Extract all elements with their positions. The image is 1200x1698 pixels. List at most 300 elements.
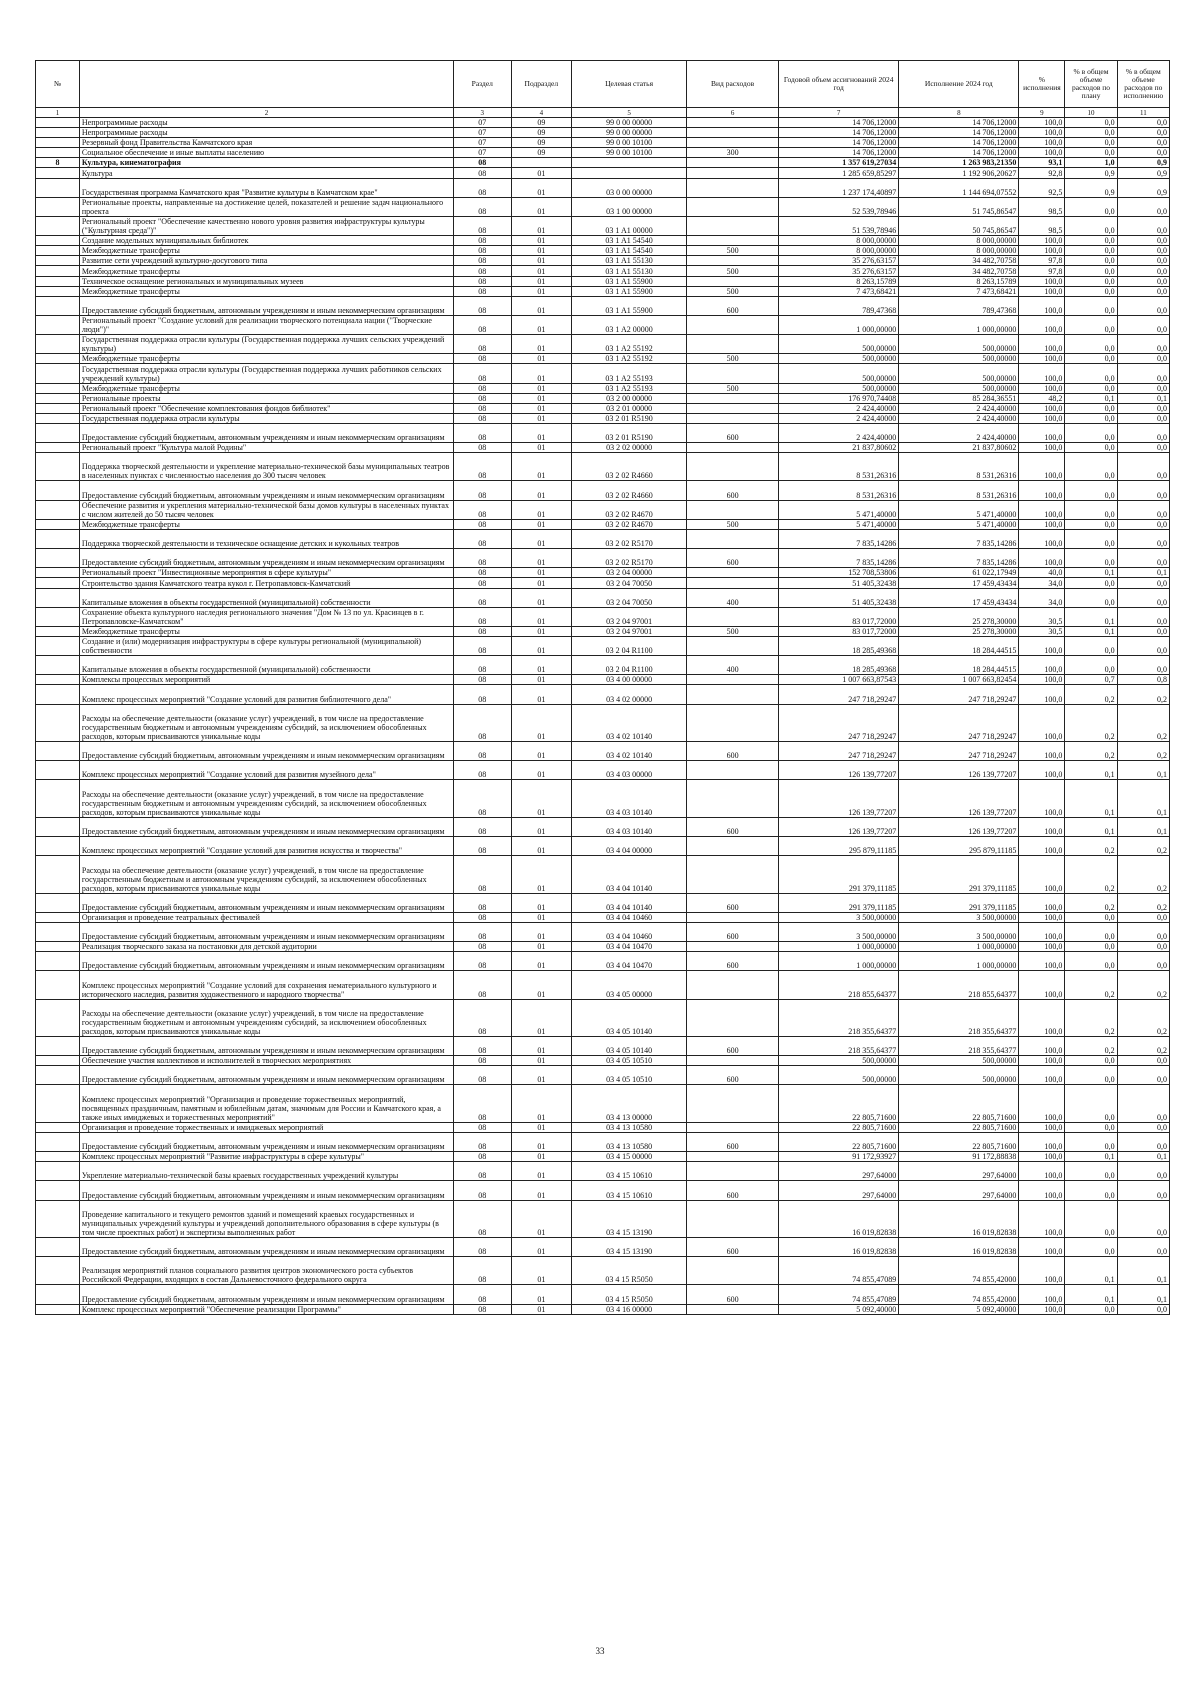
row-plan: 1 007 663,87543 [779, 675, 899, 685]
row-pct: 100,0 [1019, 836, 1065, 855]
row-csr: 03 4 03 10140 [572, 780, 687, 817]
row-podrazdel: 01 [511, 393, 572, 403]
table-row [36, 912, 1170, 922]
row-csr: 03 4 16 00000 [572, 1304, 687, 1314]
row-fact: 2 424,40000 [899, 403, 1019, 413]
row-plan: 74 855,47089 [779, 1285, 899, 1304]
row-podrazdel: 01 [511, 168, 572, 178]
row-share-total: 0,0 [1065, 500, 1117, 519]
row-csr: 03 4 04 10460 [572, 922, 687, 941]
row-csr: 03 2 00 00000 [572, 393, 687, 403]
row-vr [687, 128, 779, 138]
row-name: Предоставление субсидий бюджетным, автономным учреждениям и иным некоммерческим организациям [79, 817, 453, 836]
row-name: Предоставление субсидий бюджетным, автономным учреждениям и иным некоммерческим организациям [79, 1238, 453, 1257]
row-vr: 500 [687, 246, 779, 256]
row-pct: 30,5 [1019, 607, 1065, 626]
row-share-exec: 0,0 [1117, 607, 1169, 626]
row-podrazdel: 09 [511, 118, 572, 128]
row-name: Капитальные вложения в объекты государственной (муниципальной) собственности [79, 588, 453, 607]
row-vr [687, 1304, 779, 1314]
row-fact: 2 424,40000 [899, 423, 1019, 442]
row-pct: 100,0 [1019, 529, 1065, 548]
row-number [36, 636, 80, 655]
row-podrazdel: 01 [511, 246, 572, 256]
row-pct: 100,0 [1019, 856, 1065, 893]
row-fact: 14 706,12000 [899, 128, 1019, 138]
table-row [36, 1152, 1170, 1162]
table-row [36, 393, 1170, 403]
row-fact: 500,00000 [899, 383, 1019, 393]
row-plan: 35 276,63157 [779, 266, 899, 276]
table-row [36, 138, 1170, 148]
row-fact: 126 139,77207 [899, 761, 1019, 780]
row-name: Комплекс процессных мероприятий "Создание условий для развития искусства и творчества" [79, 836, 453, 855]
row-share-total: 0,0 [1065, 952, 1117, 971]
row-podrazdel: 01 [511, 607, 572, 626]
row-csr: 03 2 02 R5170 [572, 549, 687, 568]
row-csr: 03 2 02 R4660 [572, 453, 687, 481]
table-row [36, 704, 1170, 741]
row-vr: 600 [687, 549, 779, 568]
table-row [36, 675, 1170, 685]
row-csr: 03 1 A1 54540 [572, 246, 687, 256]
row-fact: 7 835,14286 [899, 529, 1019, 548]
row-fact: 8 263,15789 [899, 276, 1019, 286]
row-number [36, 315, 80, 334]
row-fact: 3 500,00000 [899, 922, 1019, 941]
row-pct: 100,0 [1019, 148, 1065, 158]
row-plan: 74 855,47089 [779, 1257, 899, 1285]
row-razdel: 08 [454, 158, 511, 168]
row-fact: 8 000,00000 [899, 246, 1019, 256]
row-share-exec: 0,0 [1117, 364, 1169, 383]
row-name: Расходы на обеспечение деятельности (оказание услуг) учреждений, в том числе на предоставление государственным бюджетным и автономным учреждениям субсидий, за исключением обособленных расходов, которым присваиваются уникальные коды [79, 704, 453, 741]
row-podrazdel: 01 [511, 1152, 572, 1162]
row-number [36, 1066, 80, 1085]
row-share-exec: 0,0 [1117, 236, 1169, 246]
row-share-exec: 0,2 [1117, 742, 1169, 761]
row-razdel: 08 [454, 1304, 511, 1314]
row-pct: 93,1 [1019, 158, 1065, 168]
row-pct: 100,0 [1019, 893, 1065, 912]
row-number [36, 276, 80, 286]
row-csr: 03 4 03 10140 [572, 817, 687, 836]
row-razdel: 07 [454, 118, 511, 128]
row-number [36, 197, 80, 216]
row-podrazdel: 01 [511, 675, 572, 685]
row-name: Предоставление субсидий бюджетным, автономным учреждениям и иным некоммерческим организациям [79, 922, 453, 941]
row-podrazdel: 01 [511, 1037, 572, 1056]
row-vr [687, 704, 779, 741]
row-share-exec: 0,2 [1117, 685, 1169, 704]
row-number [36, 1238, 80, 1257]
row-name: Развитие сети учреждений культурно-досугового типа [79, 256, 453, 266]
row-number [36, 1257, 80, 1285]
table-row [36, 636, 1170, 655]
row-podrazdel: 01 [511, 335, 572, 354]
row-vr: 600 [687, 1181, 779, 1200]
row-share-total: 0,1 [1065, 1285, 1117, 1304]
table-row [36, 266, 1170, 276]
row-csr: 03 4 15 00000 [572, 1152, 687, 1162]
row-csr: 03 4 13 00000 [572, 1085, 687, 1122]
table-row [36, 1162, 1170, 1181]
row-razdel: 08 [454, 549, 511, 568]
row-csr: 03 1 A1 55900 [572, 286, 687, 296]
row-vr: 600 [687, 922, 779, 941]
col-number: 7 [779, 108, 899, 118]
table-row [36, 246, 1170, 256]
row-razdel: 07 [454, 148, 511, 158]
row-share-total: 0,1 [1065, 607, 1117, 626]
row-razdel: 08 [454, 286, 511, 296]
row-number [36, 168, 80, 178]
table-row [36, 168, 1170, 178]
row-pct: 100,0 [1019, 246, 1065, 256]
table-row [36, 529, 1170, 548]
row-share-total: 0,0 [1065, 118, 1117, 128]
row-csr: 03 4 04 00000 [572, 836, 687, 855]
row-number [36, 685, 80, 704]
row-share-total: 0,0 [1065, 656, 1117, 675]
row-pct: 100,0 [1019, 354, 1065, 364]
table-row [36, 1132, 1170, 1151]
row-podrazdel: 01 [511, 742, 572, 761]
row-fact: 295 879,11185 [899, 836, 1019, 855]
row-share-exec: 0,0 [1117, 256, 1169, 266]
row-name: Комплекс процессных мероприятий "Обеспечение реализации Программы" [79, 1304, 453, 1314]
row-fact: 34 482,70758 [899, 266, 1019, 276]
row-podrazdel: 01 [511, 942, 572, 952]
row-vr: 600 [687, 1285, 779, 1304]
row-vr [687, 942, 779, 952]
row-share-exec: 0,1 [1117, 1257, 1169, 1285]
row-pct: 100,0 [1019, 519, 1065, 529]
row-plan: 3 500,00000 [779, 912, 899, 922]
header-share-total: % в общем объеме расходов по плану [1065, 61, 1117, 108]
row-number [36, 549, 80, 568]
row-podrazdel: 01 [511, 952, 572, 971]
row-pct: 100,0 [1019, 286, 1065, 296]
row-number [36, 999, 80, 1036]
row-name: Комплекс процессных мероприятий "Организация и проведение торжественных мероприятий, посвященных праздничным, памятным и юбилейным датам, значимым для России и Камчатского края, а также иных имиджевых и торжественных мероприятий" [79, 1085, 453, 1122]
row-vr: 600 [687, 296, 779, 315]
row-share-exec: 0,0 [1117, 519, 1169, 529]
row-share-total: 0,0 [1065, 529, 1117, 548]
row-number [36, 500, 80, 519]
row-pct: 100,0 [1019, 1285, 1065, 1304]
row-vr [687, 168, 779, 178]
row-podrazdel: 01 [511, 912, 572, 922]
row-fact: 5 092,40000 [899, 1304, 1019, 1314]
row-csr: 03 2 02 R5170 [572, 529, 687, 548]
row-csr: 03 2 04 97001 [572, 607, 687, 626]
row-fact: 17 459,43434 [899, 588, 1019, 607]
row-csr: 99 0 00 10100 [572, 148, 687, 158]
row-csr: 03 1 A2 00000 [572, 315, 687, 334]
table-row [36, 780, 1170, 817]
row-share-exec: 0,0 [1117, 266, 1169, 276]
row-pct: 100,0 [1019, 685, 1065, 704]
row-plan: 1 285 659,85297 [779, 168, 899, 178]
table-row [36, 742, 1170, 761]
row-share-exec: 0,2 [1117, 893, 1169, 912]
row-share-total: 0,2 [1065, 971, 1117, 999]
row-razdel: 08 [454, 1181, 511, 1200]
row-number [36, 393, 80, 403]
row-pct: 100,0 [1019, 1238, 1065, 1257]
row-plan: 5 471,40000 [779, 519, 899, 529]
row-razdel: 08 [454, 780, 511, 817]
row-razdel: 08 [454, 588, 511, 607]
row-share-total: 0,0 [1065, 1122, 1117, 1132]
row-share-total: 0,0 [1065, 276, 1117, 286]
row-vr [687, 1152, 779, 1162]
row-name: Комплексы процессных мероприятий [79, 675, 453, 685]
row-share-exec: 0,0 [1117, 912, 1169, 922]
row-plan: 789,47368 [779, 296, 899, 315]
row-share-total: 0,0 [1065, 197, 1117, 216]
col-number: 9 [1019, 108, 1065, 118]
row-plan: 176 970,74408 [779, 393, 899, 403]
row-share-exec: 0,0 [1117, 1200, 1169, 1237]
row-vr [687, 675, 779, 685]
row-pct: 30,5 [1019, 626, 1065, 636]
col-number: 5 [572, 108, 687, 118]
row-csr: 03 2 01 R5190 [572, 413, 687, 423]
row-name: Межбюджетные трансферты [79, 626, 453, 636]
row-share-exec: 0,0 [1117, 588, 1169, 607]
row-number [36, 578, 80, 588]
row-razdel: 08 [454, 607, 511, 626]
row-podrazdel: 01 [511, 403, 572, 413]
row-fact: 21 837,80602 [899, 443, 1019, 453]
row-number [36, 1132, 80, 1151]
row-podrazdel: 01 [511, 1066, 572, 1085]
row-plan: 295 879,11185 [779, 836, 899, 855]
table-row [36, 656, 1170, 675]
row-name: Сохранение объекта культурного наследия регионального значения "Дом № 13 по ул. Красинцев в г. Петропавловске-Камчатском" [79, 607, 453, 626]
header-vr: Вид расходов [687, 61, 779, 108]
row-fact: 1 000,00000 [899, 315, 1019, 334]
row-number [36, 403, 80, 413]
table-row [36, 568, 1170, 578]
row-csr: 03 2 02 R4670 [572, 500, 687, 519]
table-body [36, 118, 1170, 1315]
row-number [36, 942, 80, 952]
row-name: Техническое оснащение региональных и муниципальных музеев [79, 276, 453, 286]
row-razdel: 08 [454, 335, 511, 354]
row-plan: 291 379,11185 [779, 856, 899, 893]
table-row [36, 276, 1170, 286]
row-name: Создание модельных муниципальных библиотек [79, 236, 453, 246]
row-fact: 8 531,26316 [899, 453, 1019, 481]
row-share-exec: 0,0 [1117, 276, 1169, 286]
row-pct: 100,0 [1019, 315, 1065, 334]
row-share-total: 0,1 [1065, 568, 1117, 578]
row-vr: 500 [687, 383, 779, 393]
row-fact: 14 706,12000 [899, 118, 1019, 128]
row-fact: 18 284,44515 [899, 636, 1019, 655]
row-razdel: 08 [454, 626, 511, 636]
row-csr: 03 4 05 10510 [572, 1056, 687, 1066]
col-number: 6 [687, 108, 779, 118]
row-vr: 500 [687, 286, 779, 296]
row-podrazdel: 01 [511, 817, 572, 836]
table-row [36, 626, 1170, 636]
row-number [36, 1037, 80, 1056]
row-pct: 97,8 [1019, 256, 1065, 266]
row-csr: 03 4 02 00000 [572, 685, 687, 704]
row-fact: 500,00000 [899, 364, 1019, 383]
table-row [36, 893, 1170, 912]
row-fact: 1 007 663,82454 [899, 675, 1019, 685]
row-pct: 100,0 [1019, 999, 1065, 1036]
row-plan: 247 718,29247 [779, 742, 899, 761]
row-share-total: 0,2 [1065, 742, 1117, 761]
row-vr: 600 [687, 952, 779, 971]
row-plan: 91 172,93927 [779, 1152, 899, 1162]
row-podrazdel: 01 [511, 626, 572, 636]
row-share-total: 0,1 [1065, 393, 1117, 403]
row-podrazdel: 01 [511, 296, 572, 315]
row-name: Предоставление субсидий бюджетным, автономным учреждениям и иным некоммерческим организациям [79, 423, 453, 442]
row-razdel: 08 [454, 685, 511, 704]
row-name: Межбюджетные трансферты [79, 246, 453, 256]
row-razdel: 08 [454, 893, 511, 912]
row-fact: 5 471,40000 [899, 500, 1019, 519]
row-pct: 100,0 [1019, 1085, 1065, 1122]
row-share-total: 0,0 [1065, 256, 1117, 266]
row-podrazdel: 01 [511, 197, 572, 216]
row-fact: 22 805,71600 [899, 1085, 1019, 1122]
table-row [36, 999, 1170, 1036]
row-share-total: 0,0 [1065, 549, 1117, 568]
row-share-exec: 0,0 [1117, 1304, 1169, 1314]
row-vr [687, 216, 779, 235]
row-csr: 03 1 A1 55900 [572, 296, 687, 315]
row-number [36, 856, 80, 893]
row-plan: 51 539,78946 [779, 216, 899, 235]
row-fact: 789,47368 [899, 296, 1019, 315]
row-csr: 03 4 15 13190 [572, 1238, 687, 1257]
table-row [36, 335, 1170, 354]
row-razdel: 08 [454, 1200, 511, 1237]
row-number [36, 413, 80, 423]
row-number [36, 236, 80, 246]
row-number [36, 971, 80, 999]
row-pct: 100,0 [1019, 413, 1065, 423]
row-share-total: 0,0 [1065, 364, 1117, 383]
table-row [36, 1037, 1170, 1056]
row-number [36, 148, 80, 158]
row-vr [687, 780, 779, 817]
col-number: 4 [511, 108, 572, 118]
row-podrazdel: 01 [511, 453, 572, 481]
row-fact: 218 855,64377 [899, 971, 1019, 999]
row-share-exec: 0,0 [1117, 1085, 1169, 1122]
table-row [36, 836, 1170, 855]
row-share-exec: 0,9 [1117, 178, 1169, 197]
row-name: Региональный проект "Обеспечение качественно нового уровня развития инфраструктуры культуры ("Культурная среда")" [79, 216, 453, 235]
row-fact: 1 144 694,07552 [899, 178, 1019, 197]
row-name: Предоставление субсидий бюджетным, автономным учреждениям и иным некоммерческим организациям [79, 952, 453, 971]
table-row [36, 443, 1170, 453]
row-share-total: 0,0 [1065, 578, 1117, 588]
row-fact: 74 855,42000 [899, 1257, 1019, 1285]
row-razdel: 08 [454, 256, 511, 266]
row-vr [687, 500, 779, 519]
row-csr: 03 2 04 70050 [572, 578, 687, 588]
row-pct: 100,0 [1019, 922, 1065, 941]
row-name: Обеспечение участия коллективов и исполнителей в творческих мероприятиях [79, 1056, 453, 1066]
row-pct: 100,0 [1019, 1162, 1065, 1181]
row-share-exec: 0,0 [1117, 453, 1169, 481]
row-share-exec: 0,0 [1117, 413, 1169, 423]
row-podrazdel: 01 [511, 780, 572, 817]
row-plan: 247 718,29247 [779, 704, 899, 741]
row-name: Предоставление субсидий бюджетным, автономным учреждениям и иным некоммерческим организациям [79, 1132, 453, 1151]
row-number [36, 704, 80, 741]
row-plan: 297,64000 [779, 1181, 899, 1200]
row-razdel: 08 [454, 636, 511, 655]
row-csr: 03 0 00 00000 [572, 178, 687, 197]
row-name: Предоставление субсидий бюджетным, автономным учреждениям и иным некоммерческим организациям [79, 1285, 453, 1304]
row-pct: 100,0 [1019, 296, 1065, 315]
row-share-exec: 0,2 [1117, 971, 1169, 999]
table-row [36, 549, 1170, 568]
row-csr: 03 4 13 10580 [572, 1132, 687, 1151]
row-razdel: 08 [454, 656, 511, 675]
row-name: Резервный фонд Правительства Камчатского края [79, 138, 453, 148]
row-vr [687, 856, 779, 893]
row-podrazdel: 01 [511, 1162, 572, 1181]
row-number [36, 1162, 80, 1181]
row-share-total: 0,0 [1065, 128, 1117, 138]
row-plan: 2 424,40000 [779, 413, 899, 423]
table-row [36, 158, 1170, 168]
row-share-total: 0,7 [1065, 675, 1117, 685]
row-name: Региональный проект "Культура малой Родины" [79, 443, 453, 453]
row-name: Реализация творческого заказа на постановки для детской аудитории [79, 942, 453, 952]
row-razdel: 08 [454, 266, 511, 276]
row-podrazdel: 09 [511, 128, 572, 138]
row-fact: 3 500,00000 [899, 912, 1019, 922]
row-podrazdel: 01 [511, 423, 572, 442]
row-share-exec: 0,0 [1117, 922, 1169, 941]
row-name: Предоставление субсидий бюджетным, автономным учреждениям и иным некоммерческим организациям [79, 549, 453, 568]
row-pct: 100,0 [1019, 276, 1065, 286]
row-razdel: 08 [454, 971, 511, 999]
row-share-total: 0,0 [1065, 1085, 1117, 1122]
row-podrazdel: 09 [511, 148, 572, 158]
row-podrazdel: 01 [511, 578, 572, 588]
row-name: Реализация мероприятий планов социального развития центров экономического роста субъектов Российской Федерации, входящих в состав Дальневосточного федерального округа [79, 1257, 453, 1285]
row-pct: 100,0 [1019, 636, 1065, 655]
row-podrazdel: 01 [511, 266, 572, 276]
row-pct: 100,0 [1019, 912, 1065, 922]
row-number [36, 423, 80, 442]
row-vr [687, 413, 779, 423]
row-share-total: 0,0 [1065, 335, 1117, 354]
row-fact: 22 805,71600 [899, 1122, 1019, 1132]
row-csr: 03 1 A1 55130 [572, 256, 687, 266]
row-razdel: 08 [454, 1132, 511, 1151]
row-razdel: 08 [454, 1152, 511, 1162]
row-pct: 100,0 [1019, 1132, 1065, 1151]
row-podrazdel: 01 [511, 1200, 572, 1237]
row-share-exec: 0,9 [1117, 168, 1169, 178]
